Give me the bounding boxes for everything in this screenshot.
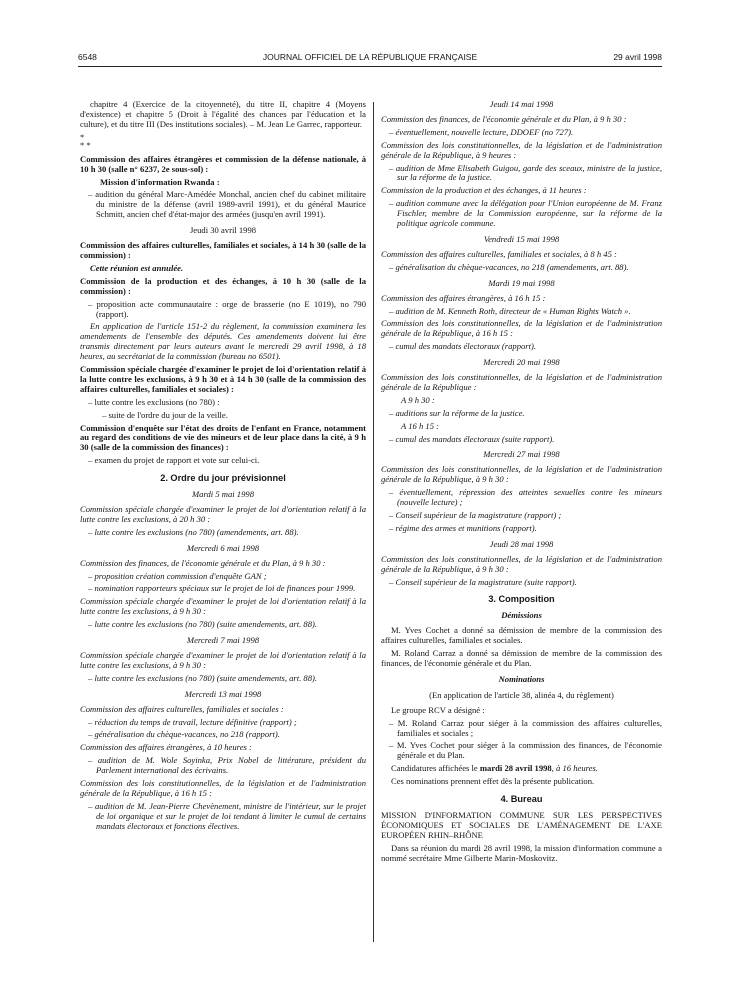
committee-heading: Commission des lois constitutionnelles, de la législation et de l'administration générale de la République, à 16 h 15 : <box>80 778 366 798</box>
issue-date: 29 avril 1998 <box>613 52 662 62</box>
agenda-item: – éventuellement, nouvelle lecture, DDOEF (no 727). <box>389 126 574 137</box>
committee-heading: Commission des finances, de l'économie générale et du Plan, à 9 h 30 : <box>381 113 627 124</box>
day-heading: Mercredi 7 mai 1998 <box>186 635 260 646</box>
left-column <box>80 100 366 835</box>
agenda-item: – lutte contre les exclusions (no 780) (suite amendements, art. 88). <box>88 672 318 683</box>
committee-heading: Commission des lois constitutionnelles, de la législation et de l'administration générale de la République : <box>381 372 662 392</box>
day-heading: Mardi 19 mai 1998 <box>488 277 555 288</box>
day-heading: Mercredi 6 mai 1998 <box>186 542 260 553</box>
day-heading: Mardi 5 mai 1998 <box>192 489 254 500</box>
section-heading: 2. Ordre du jour prévisionnel <box>160 473 286 484</box>
agenda-item: – régime des armes et munitions (rapport). <box>389 522 537 533</box>
committee-heading: Commission des affaires culturelles, familiales et sociales, à 8 h 45 : <box>381 248 617 259</box>
agenda-item: – Conseil supérieur de la magistrature (suite rapport). <box>389 576 577 587</box>
separator-stars: * * * <box>80 131 91 150</box>
agenda-item: – audition commune avec la délégation pour l'Union européenne de M. Franz Fischler, membre de la Commission européenne, sur la réforme de la politique agricole commune. <box>389 198 662 229</box>
agenda-item: – audition du général Marc-Amédée Monchal, ancien chef du cabinet militaire du ministre de la défense (avril 1989-avril 1991), et du général Maurice Schmitt, ancien chef d'état-major des armées (jusqu'en avril 1991). <box>88 189 366 220</box>
agenda-item: – éventuellement, répression des atteintes sexuelles contre les mineurs (nouvelle lecture) ; <box>389 487 662 508</box>
agenda-item: – audition de M. Wole Soyinka, Prix Nobel de littérature, président du Parlement international des écrivains. <box>88 755 366 776</box>
paragraph: M. Roland Carraz a donné sa démission de membre de la commission des finances, de l'économie générale et du Plan. <box>381 648 662 668</box>
committee-heading: Commission des affaires culturelles, familiales et sociales : <box>80 703 284 714</box>
day-heading: Vendredi 15 mai 1998 <box>483 233 560 244</box>
paragraph: Ces nominations prennent effet dès la présente publication. <box>391 776 595 787</box>
committee-heading: Commission des lois constitutionnelles, de la législation et de l'administration générale de la République, à 9 h 30 : <box>381 464 662 485</box>
paragraph: Candidatures affichées le mardi 28 avril 1998, à 16 heures. <box>391 763 598 774</box>
committee-heading: Commission des affaires étrangères et commission de la défense nationale, à 10 h 30 (salle n° 6237, 2e sous-sol) : <box>80 153 366 174</box>
committee-heading: Commission spéciale chargée d'examiner le projet de loi d'orientation relatif à la lutte contre les exclusions, à 9 h 30 : <box>80 649 366 670</box>
day-heading: Mercredi 27 mai 1998 <box>483 449 560 460</box>
day-heading: Jeudi 28 mai 1998 <box>489 538 554 549</box>
paragraph: (En application de l'article 38, alinéa 4, du règlement) <box>429 689 614 700</box>
committee-heading: Commission de la production et des échanges, à 11 heures : <box>381 185 587 196</box>
agenda-item: – nomination rapporteurs spéciaux sur le projet de loi de finances pour 1999. <box>88 583 356 594</box>
agenda-item: – audition de M. Jean-Pierre Chevènement, ministre de l'intérieur, sur le projet de loi organique et sur le projet de loi tendant à limiter le cumul de certains mandats électoraux et fonctions électives. <box>88 800 366 831</box>
committee-heading: Commission des affaires étrangères, à 10 heures : <box>80 742 252 753</box>
day-heading: Mercredi 13 mai 1998 <box>184 688 262 699</box>
mission-heading: Mission d'information Rwanda : <box>100 176 220 187</box>
page-number: 6548 <box>78 52 97 62</box>
committee-heading: Commission des lois constitutionnelles, de la législation et de l'administration générale de la République, à 16 h 15 : <box>381 318 662 339</box>
agenda-item: – M. Roland Carraz pour siéger à la commission des affaires culturelles, familiales et sociales ; <box>389 717 662 738</box>
section-heading: 3. Composition <box>488 594 555 605</box>
agenda-item: – proposition acte communautaire : orge de brasserie (no E 1019), no 790 (rapport). <box>88 298 366 319</box>
journal-title: JOURNAL OFFICIEL DE LA RÉPUBLIQUE FRANÇAISE <box>262 52 478 62</box>
header-rule <box>78 66 662 67</box>
day-heading: Mercredi 20 mai 1998 <box>483 357 560 368</box>
day-heading: Jeudi 14 mai 1998 <box>489 99 554 109</box>
committee-heading: Commission spéciale chargée d'examiner le projet de loi d'orientation relatif à la lutte contre les exclusions, à 9 h 30 et à 14 h 30 (salle de la commission des affaires culturelles, familiales et sociales) : <box>80 364 366 394</box>
subsection-heading: Démissions <box>501 610 542 621</box>
committee-heading: Commission de la production et des échanges, à 10 h 30 (salle de la commission) : <box>80 275 366 296</box>
agenda-item: – examen du projet de rapport et vote sur celui-ci. <box>88 455 260 466</box>
column-divider <box>373 102 374 942</box>
committee-heading: Commission des lois constitutionnelles, de la législation et de l'administration générale de la République, à 9 h 30 : <box>381 553 662 574</box>
agenda-item: – suite de l'ordre du jour de la veille. <box>102 409 228 420</box>
agenda-item: – M. Yves Cochet pour siéger à la commission des finances, de l'économie générale et du Plan. <box>389 740 662 761</box>
subsection-heading: Nominations <box>498 673 545 684</box>
committee-heading: Commission d'enquête sur l'état des droits de l'enfant en France, notamment au regard des conditions de vie des mineurs et de leur place dans la cité, à 9 h 30 (salle de la commission des finances) : <box>80 422 366 453</box>
day-heading: Jeudi 30 avril 1998 <box>189 225 257 236</box>
agenda-item: – auditions sur la réforme de la justice. <box>389 407 525 418</box>
paragraph: Dans sa réunion du mardi 28 avril 1998, la mission d'information commune a nommé secrétaire Mme Gilberte Marin-Moskovitz. <box>381 842 662 863</box>
paragraph: Le groupe RCV a désigné : <box>391 704 485 715</box>
committee-heading: Commission spéciale chargée d'examiner le projet de loi d'orientation relatif à la lutte contre les exclusions, à 9 h 30 : <box>80 596 366 617</box>
agenda-item: – généralisation du chèque-vacances, no 218 (amendements, art. 88). <box>389 261 629 272</box>
agenda-item: – Conseil supérieur de la magistrature (rapport) ; <box>389 510 562 520</box>
agenda-item: – cumul des mandats électoraux (rapport). <box>389 341 537 352</box>
committee-heading: Commission des finances, de l'économie générale et du Plan, à 9 h 30 : <box>80 557 326 568</box>
paragraph: chapitre 4 (Exercice de la citoyenneté), du titre II, chapitre 4 (Moyens d'existence) et chapitre 5 (Droit à l'égalité des chances par l'éducation et la culture), et du titre III (Des institutions sociales). – M. Jean Le Garrec, rapporteur. <box>80 99 366 129</box>
agenda-item: – audition de Mme Elisabeth Guigou, garde des sceaux, ministre de la justice, sur la réforme de la justice. <box>389 162 662 183</box>
agenda-item: – cumul des mandats électoraux (suite rapport). <box>389 433 555 444</box>
agenda-item: – lutte contre les exclusions (no 780) (amendements, art. 88). <box>88 526 299 537</box>
page-header <box>78 52 662 64</box>
procedure-note: En application de l'article 151-2 du règlement, la commission examinera les amendements de l'ensemble des députés. Ces amendements doivent lui être transmis directement par leurs auteurs avant le mercredi 29 avril 1998, à 18 heures, au secrétariat de la commission (bureau no 6501). <box>80 321 366 362</box>
committee-heading: Commission des affaires culturelles, familiales et sociales, à 14 h 30 (salle de la commission) : <box>80 240 366 260</box>
cancellation-note: Cette réunion est annulée. <box>90 262 184 273</box>
paragraph: M. Yves Cochet a donné sa démission de membre de la commission des affaires culturelles, familiales et sociales. <box>381 625 662 646</box>
agenda-item: – proposition création commission d'enquête GAN ; <box>88 570 267 581</box>
committee-heading: Commission spéciale chargée d'examiner le projet de loi d'orientation relatif à la lutte contre les exclusions, à 20 h 30 : <box>80 504 366 524</box>
right-column <box>381 100 662 866</box>
time-label: A 16 h 15 : <box>401 420 440 431</box>
agenda-item: – lutte contre les exclusions (no 780) (suite amendements, art. 88). <box>88 619 318 630</box>
agenda-item: – généralisation du chèque-vacances, no 218 (rapport). <box>88 729 280 740</box>
agenda-item: – lutte contre les exclusions (no 780) : <box>88 396 220 407</box>
committee-heading: Commission des affaires étrangères, à 16 h 15 : <box>381 292 546 303</box>
agenda-item: – audition de M. Kenneth Roth, directeur de « Human Rights Watch ». <box>389 305 631 316</box>
agenda-item: – réduction du temps de travail, lecture définitive (rapport) ; <box>88 716 297 727</box>
time-label: A 9 h 30 : <box>401 394 435 405</box>
section-heading: 4. Bureau <box>500 794 543 805</box>
mission-title: MISSION D'INFORMATION COMMUNE SUR LES PERSPECTIVES ÉCONOMIQUES ET SOCIALES DE L'AMÉNAGEMENT DE L'AXE EUROPÉEN RHIN–RHÔNE <box>381 809 662 840</box>
committee-heading: Commission des lois constitutionnelles, de la législation et de l'administration générale de la République, à 9 heures : <box>381 139 662 160</box>
